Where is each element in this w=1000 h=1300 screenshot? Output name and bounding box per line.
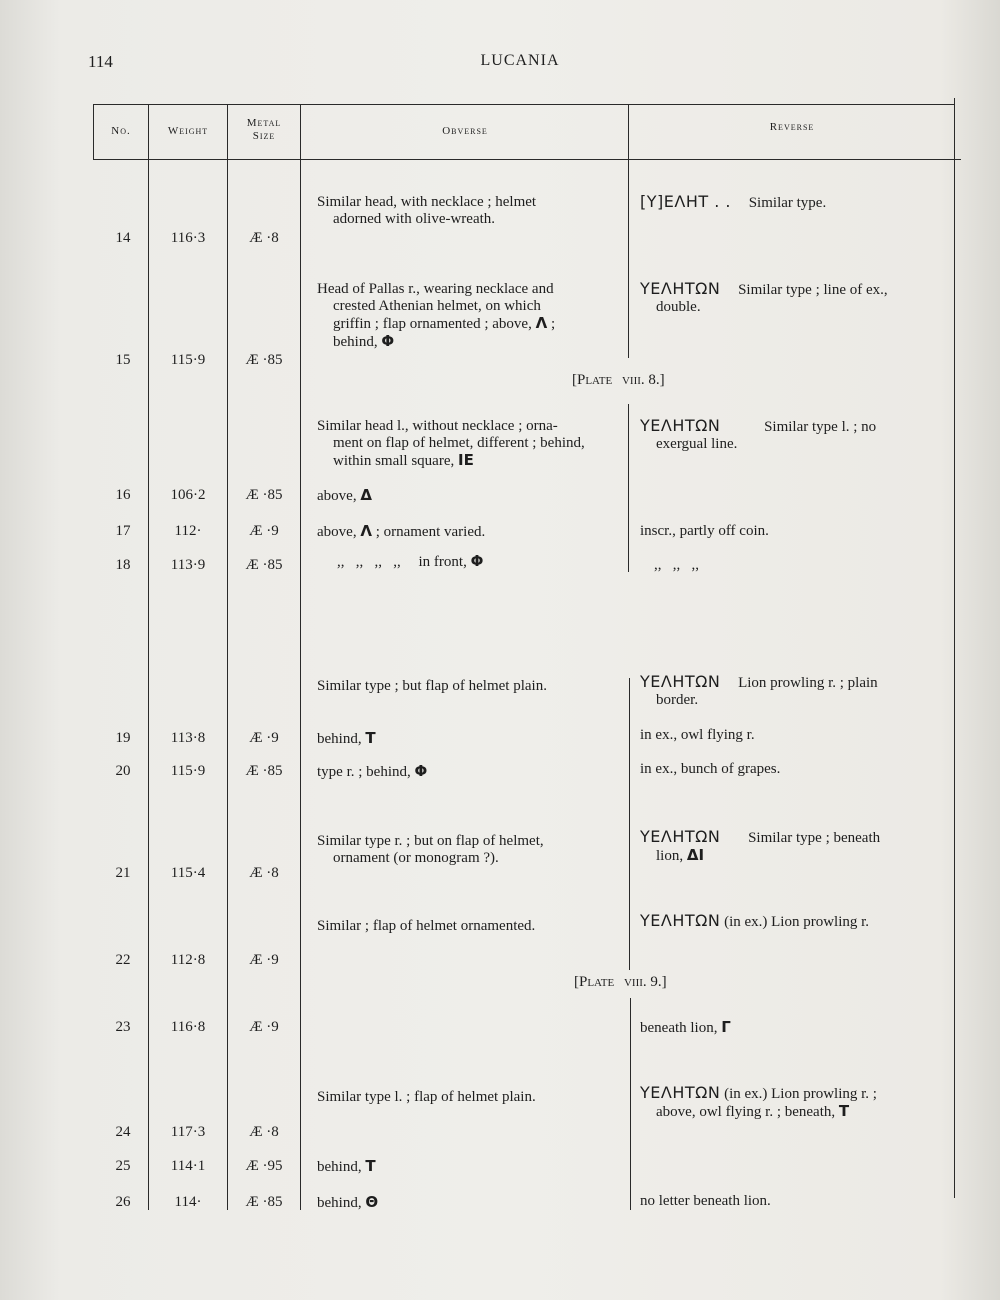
column-header-reverse: Reverse	[769, 121, 815, 133]
row-weight: 115·4	[170, 865, 206, 881]
row-number: 22	[115, 952, 131, 968]
table-right-rule	[954, 98, 955, 1198]
reverse-inscription: ΥΕΛΗΤΩΝ	[640, 827, 721, 846]
obverse-description: Similar ; flap of helmet ornamented.	[317, 918, 536, 934]
reverse-description: beneath lion, Γ	[640, 1018, 731, 1036]
obverse-description: behind, Θ	[317, 1193, 379, 1211]
column-header-size: Size	[252, 130, 276, 142]
row-metal-size: Æ ·85	[245, 1194, 283, 1210]
table-header-rule	[93, 159, 961, 160]
obverse-description: Head of Pallas r., wearing necklace and crested Athenian helmet, on which griffin ; flap ornamented ; above, Λ ; behind, Φ	[317, 281, 556, 350]
column-rule-4c	[629, 678, 630, 970]
row-number: 26	[115, 1194, 131, 1210]
row-number: 25	[115, 1158, 131, 1174]
obverse-description: behind, Τ	[317, 1157, 376, 1175]
reverse-inscription: ΥΕΛΗΤΩΝ	[640, 672, 721, 691]
column-rule-4d	[630, 998, 631, 1210]
obverse-description: behind, Τ	[317, 729, 376, 747]
row-metal-size: Æ ·9	[249, 1019, 279, 1035]
column-header-obverse: Obverse	[442, 125, 488, 137]
reverse-description: ΥΕΛΗΤΩΝ Similar type l. ; no exergual line.	[640, 416, 877, 452]
obverse-description: above, Λ ; ornament varied.	[317, 522, 486, 540]
row-weight: 114·1	[170, 1158, 206, 1174]
row-metal-size: Æ ·8	[249, 865, 279, 881]
row-number: 15	[115, 352, 131, 368]
obverse-description: Similar type l. ; flap of helmet plain.	[317, 1089, 536, 1105]
obverse-description: Similar type ; but flap of helmet plain.	[317, 678, 547, 694]
row-weight: 116·8	[170, 1019, 206, 1035]
reverse-description: ΥΕΛΗΤΩΝ Lion prowling r. ; plain border.	[640, 672, 878, 708]
obverse-description: Similar type r. ; but on flap of helmet, ornament (or monogram ?).	[317, 833, 544, 866]
reverse-description: ΥΕΛΗΤΩΝ Similar type ; beneath lion, ΔΙ	[640, 827, 881, 864]
obverse-description: above, Δ	[317, 486, 372, 504]
reverse-inscription: ΥΕΛΗΤΩΝ	[640, 279, 721, 298]
row-metal-size: Æ ·9	[249, 730, 279, 746]
reverse-description: inscr., partly off coin.	[640, 523, 769, 539]
row-metal-size: Æ ·85	[245, 763, 283, 779]
reverse-inscription: [Υ]ΕΛΗΤ . .	[640, 192, 731, 211]
row-weight: 117·3	[170, 1124, 206, 1140]
row-weight: 112·	[174, 523, 202, 539]
row-number: 17	[115, 523, 131, 539]
row-number: 19	[115, 730, 131, 746]
page-number: 114	[88, 52, 113, 71]
row-metal-size: Æ ·9	[249, 952, 279, 968]
row-metal-size: Æ ·8	[249, 230, 279, 246]
row-metal-size: Æ ·85	[245, 557, 283, 573]
row-metal-size: Æ ·8	[249, 1124, 279, 1140]
reverse-description: ΥΕΛΗΤΩΝ Similar type ; line of ex., double.	[640, 279, 888, 315]
column-rule-4a	[628, 104, 629, 358]
column-header-no: No.	[111, 125, 131, 137]
obverse-description: type r. ; behind, Φ	[317, 762, 428, 780]
column-header-weight: Weight	[167, 125, 209, 137]
row-weight: 115·9	[170, 352, 206, 368]
row-number: 14	[115, 230, 131, 246]
row-weight: 112·8	[170, 952, 206, 968]
obverse-description: ,, ,, ,, ,, in front, Φ	[337, 552, 484, 570]
table-top-rule	[93, 104, 955, 105]
row-weight: 113·8	[170, 730, 206, 746]
row-weight: 113·9	[170, 557, 206, 573]
row-metal-size: Æ ·85	[245, 352, 283, 368]
monogram: ΔΙ	[686, 846, 705, 864]
row-metal-size: Æ ·95	[245, 1158, 283, 1174]
reverse-description: ,, ,, ,,	[654, 557, 699, 573]
reverse-description: [Υ]ΕΛΗΤ . . Similar type.	[640, 192, 827, 211]
row-weight: 106·2	[170, 487, 206, 503]
reverse-description: in ex., owl flying r.	[640, 727, 755, 743]
row-metal-size: Æ ·9	[249, 523, 279, 539]
reverse-inscription: ΥΕΛΗΤΩΝ	[640, 416, 721, 435]
plate-reference: [Plate viii. 9.]	[574, 974, 667, 990]
page-title: LUCANIA	[480, 52, 560, 69]
obverse-description: Similar head, with necklace ; helmet adorned with olive-wreath.	[317, 194, 537, 227]
reverse-description: in ex., bunch of grapes.	[640, 761, 781, 777]
reverse-description: ΥΕΛΗΤΩΝ (in ex.) Lion prowling r.	[640, 911, 870, 930]
column-rule-2	[227, 104, 228, 1210]
plate-reference: [Plate viii. 8.]	[572, 372, 665, 388]
row-number: 16	[115, 487, 131, 503]
row-weight: 116·3	[170, 230, 206, 246]
row-number: 24	[115, 1124, 131, 1140]
column-rule-1	[148, 104, 149, 1210]
row-number: 23	[115, 1019, 131, 1035]
table-left-rule	[93, 104, 94, 160]
reverse-description: ΥΕΛΗΤΩΝ (in ex.) Lion prowling r. ; above, owl flying r. ; beneath, Τ	[640, 1083, 877, 1120]
row-number: 18	[115, 557, 131, 573]
column-rule-3	[300, 104, 301, 1210]
reverse-description: no letter beneath lion.	[640, 1193, 771, 1209]
column-header-metal: Metal	[246, 117, 282, 129]
reverse-inscription: ΥΕΛΗΤΩΝ	[640, 911, 721, 930]
row-metal-size: Æ ·85	[245, 487, 283, 503]
row-weight: 114·	[174, 1194, 202, 1210]
column-rule-4b	[628, 404, 629, 572]
obverse-description: Similar head l., without necklace ; orna- ment on flap of helmet, different ; behind, within small square, ΙΕ	[317, 418, 585, 469]
row-number: 21	[115, 865, 131, 881]
row-weight: 115·9	[170, 763, 206, 779]
reverse-inscription: ΥΕΛΗΤΩΝ	[640, 1083, 721, 1102]
column-header-metal-size	[228, 117, 300, 143]
row-number: 20	[115, 763, 131, 779]
